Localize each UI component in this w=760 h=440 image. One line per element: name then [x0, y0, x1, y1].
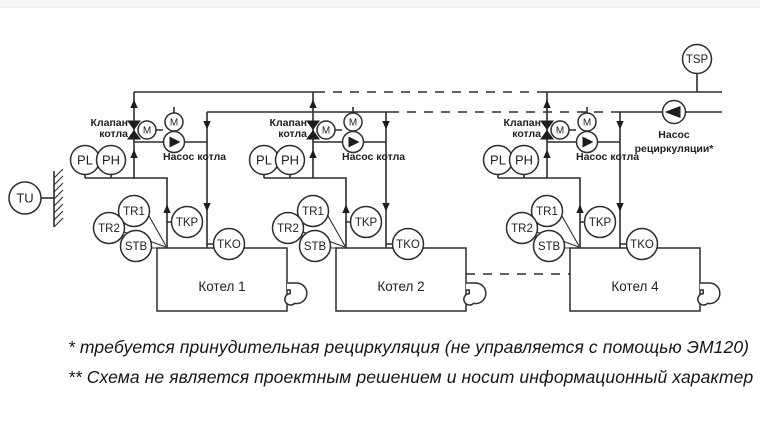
svg-text:PL: PL [256, 152, 272, 168]
sensor-ph [97, 146, 126, 175]
svg-text:PH: PH [101, 152, 121, 168]
footnote-2: ** Схема не является проектным решением и носит информационный характер [68, 367, 754, 387]
wall-hatch-icon [54, 169, 63, 227]
boiler-name: Котел 1 [198, 279, 246, 294]
sensor-tko [214, 229, 245, 260]
sensor-tkp [351, 207, 382, 238]
boiler-valve-label-2: котла [278, 128, 307, 140]
boiler-pump-icon [577, 113, 598, 153]
sensor-tu [9, 169, 63, 227]
svg-text:PH: PH [514, 152, 534, 168]
sensor-ph [510, 146, 539, 175]
sensor-ph [276, 146, 305, 175]
svg-text:TR1: TR1 [536, 206, 558, 218]
sensor-tsp [683, 45, 712, 93]
sensor-stb [121, 231, 152, 262]
footnote-1: * требуется принудительная рециркуляция (не управляется с помощью ЭМ120) [68, 337, 750, 357]
svg-text:TKO: TKO [396, 239, 420, 251]
svg-text:PH: PH [280, 152, 300, 168]
boiler-pump-label: Насос котла [576, 151, 640, 163]
boiler-valve-icon [127, 121, 156, 140]
svg-text:TKO: TKO [630, 239, 654, 251]
boiler-valve-label-1: Клапан [269, 117, 307, 129]
recirc-pump-label-2: рециркуляции* [634, 143, 714, 155]
sensor-tsp-label: TSP [685, 54, 709, 66]
pump-motor-letter: M [582, 117, 592, 129]
svg-text:TKP: TKP [588, 217, 612, 229]
boiler-valve-label-1: Клапан [90, 117, 128, 129]
sensor-tr2 [273, 213, 304, 244]
sensor-tko [393, 229, 424, 260]
pump-motor-letter: M [348, 117, 358, 129]
boiler-valve-label-1: Клапан [503, 117, 541, 129]
boiler-name: Котел 4 [611, 279, 659, 294]
boiler-valve-icon [540, 121, 569, 140]
valve-motor-letter: M [142, 125, 152, 137]
boiler-pump-label: Насос котла [163, 151, 227, 163]
boiler-pump-icon [343, 113, 364, 153]
burner-icon [285, 283, 307, 305]
boiler-valve-label-2: котла [99, 128, 128, 140]
sensor-pl [484, 146, 513, 175]
recirculation-pump-icon [663, 101, 686, 124]
valve-motor-letter: M [321, 125, 331, 137]
svg-text:TKP: TKP [354, 217, 378, 229]
sensor-tkp [585, 207, 616, 238]
recirc-pump-label-1: Насос [658, 129, 690, 141]
boiler-valve-label-2: котла [512, 128, 541, 140]
burner-icon [698, 283, 720, 305]
svg-text:TR1: TR1 [302, 206, 324, 218]
svg-text:PL: PL [77, 152, 93, 168]
sensor-pl [250, 146, 279, 175]
boiler-valve-icon [306, 121, 335, 140]
burner-icon [464, 283, 486, 305]
sensor-tko [627, 229, 658, 260]
pump-motor-letter: M [169, 117, 179, 129]
boiler-name: Котел 2 [377, 279, 425, 294]
svg-text:STB: STB [537, 241, 561, 253]
svg-text:TR2: TR2 [277, 223, 299, 235]
sensor-tr2 [94, 213, 125, 244]
sensor-tr2 [507, 213, 538, 244]
sensor-tkp [172, 207, 203, 238]
svg-text:STB: STB [303, 241, 327, 253]
sensor-stb [534, 231, 565, 262]
svg-text:TR2: TR2 [98, 223, 120, 235]
sensor-pl [71, 146, 100, 175]
boiler-pump-label: Насос котла [342, 151, 406, 163]
sensor-tu-label: TU [16, 190, 34, 206]
boiler-pump-icon [164, 113, 185, 153]
svg-text:TKP: TKP [175, 217, 199, 229]
svg-text:TR1: TR1 [123, 206, 145, 218]
svg-text:STB: STB [124, 241, 148, 253]
svg-text:TR2: TR2 [511, 223, 533, 235]
valve-motor-letter: M [555, 125, 565, 137]
sensor-stb [300, 231, 331, 262]
svg-text:TKO: TKO [217, 239, 241, 251]
svg-text:PL: PL [490, 152, 506, 168]
boiler-unit-4 [484, 92, 720, 311]
